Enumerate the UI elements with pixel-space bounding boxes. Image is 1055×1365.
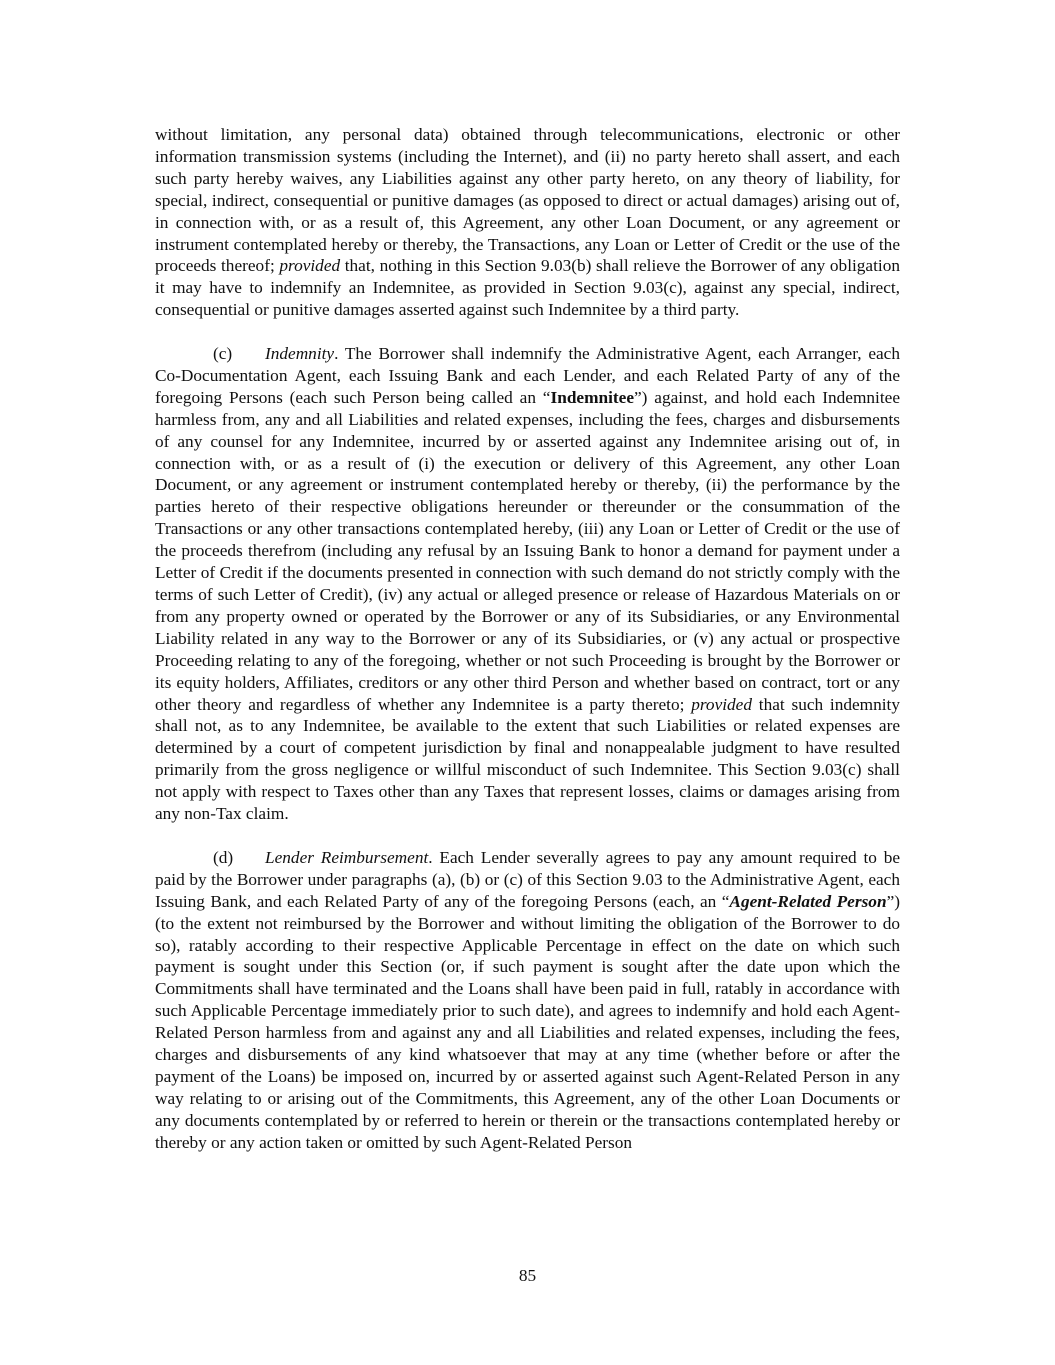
body-text: that, nothing in this Section 9.03(b) shall relieve the Borrower of any obligation it may have to indemnify an Indemnitee, as provided in Section 9.03(c), against any special, indirect, consequential or punitive damages asserted against such Indemnitee by a third party. bbox=[155, 256, 900, 320]
defined-term: Agent-Related Person bbox=[729, 891, 887, 911]
body-text: ”) (to the extent not reimbursed by the Borrower and without limiting the obligation of the Borrower to do so), ratably according to their respective Applicable Percentage in effect on the date on which such payment is sought under this Section (or, if such payment is sought after the date upon which the Commitments shall have terminated and the Loans shall have been paid in full, ratably in accordance with such Applicable Percentage immediately prior to such date), and agrees to indemnify and hold each Agent-Related Person harmless from and against any and all Liabilities and related expenses, including the fees, charges and disbursements of any kind whatsoever that may at any time (whether before or after the payment of the Loans) be imposed on, incurred by or asserted against such Agent-Related Person in any way relating to or arising out of the Commitments, this Agreement, any of the other Loan Documents or any documents contemplated by or referred to herein or therein or the transactions contemplated hereby or thereby or any action taken or omitted by such Agent-Related Person bbox=[155, 891, 900, 1152]
page-number: 85 bbox=[518, 1266, 537, 1285]
paragraph-d-lender-reimbursement bbox=[155, 847, 900, 1154]
body-text: . Each Lender severally agrees to pay any amount required to be paid by the Borrower under paragraphs (a), (b) or (c) of this Section 9.03 to the Administrative Agent, each Issuing Bank, and each Related Party of any of the foregoing Persons (each, an “ bbox=[155, 847, 901, 911]
defined-term: Indemnitee bbox=[550, 387, 635, 407]
paragraph-b-continuation bbox=[155, 124, 900, 321]
paragraph-heading: Indemnity bbox=[265, 344, 335, 364]
document-page bbox=[155, 124, 900, 1154]
body-text: without limitation, any personal data) obtained through telecommunications, electronic or other information transmission systems (including the Internet), and (ii) no party hereto shall assert, and each such party hereby waives, any Liabilities against any other party hereto, on any theory of liability, for special, indirect, consequential or punitive damages (as opposed to direct or actual damages) arising out of, in connection with, or as a result of, this Agreement, any other Loan Document, or any agreement or instrument contemplated hereby or thereby, the Transactions, any Loan or Letter of Credit or the use of the proceeds thereof; bbox=[155, 125, 900, 276]
body-text: that such indemnity shall not, as to any Indemnitee, be available to the extent that such Liabilities or related expenses are determined by a court of competent jurisdiction by final and nonappealable judgment to have resulted primarily from the gross negligence or willful misconduct of such Indemnitee. This Section 9.03(c) shall not apply with respect to Taxes other than any Taxes that represent losses, claims or damages arising from any non-Tax claim. bbox=[155, 694, 900, 824]
provided-italic: provided bbox=[279, 256, 341, 276]
paragraph-label: (c) bbox=[213, 344, 233, 364]
body-text: . The Borrower shall indemnify the Administrative Agent, each Arranger, each Co-Documentation Agent, each Issuing Bank and each Lender, and each Related Party of any of the foregoing Persons (each such Person being called an “ bbox=[155, 344, 900, 407]
paragraph-c-indemnity bbox=[155, 343, 900, 825]
paragraph-heading: Lender Reimbursement bbox=[265, 847, 429, 867]
body-text: ”) against, and hold each Indemnitee harmless from, any and all Liabilities and related expenses, including the fees, charges and disbursements of any counsel for any Indemnitee, incurred by or asserted against any Indemnitee arising out of, in connection with, or as a result of (i) the execution or delivery of this Agreement, any other Loan Document, or any agreement or instrument contemplated hereby or thereby, (ii) the performance by the parties hereto of their respective obligations hereunder or thereunder or the consummation of the Transactions or any other transactions contemplated hereby, (iii) any Loan or Letter of Credit or the use of the proceeds therefrom (including any refusal by an Issuing Bank to honor a demand for payment under a Letter of Credit if the documents presented in connection with such demand do not strictly comply with the terms of such Letter of Credit), (iv) any actual or alleged presence or release of Hazardous Materials on or from any property owned or operated by the Borrower or any of its Subsidiaries, or any Environmental Liability related in any way to the Borrower or any of its Subsidiaries, or (v) any actual or prospective Proceeding relating to any of the foregoing, whether or not such Proceeding is brought by the Borrower or its equity holders, Affiliates, creditors or any other third Person and whether based on contract, tort or any other theory and regardless of whether any Indemnitee is a party thereto; bbox=[155, 387, 900, 714]
paragraph-label: (d) bbox=[213, 847, 234, 867]
provided-italic: provided bbox=[691, 694, 752, 714]
